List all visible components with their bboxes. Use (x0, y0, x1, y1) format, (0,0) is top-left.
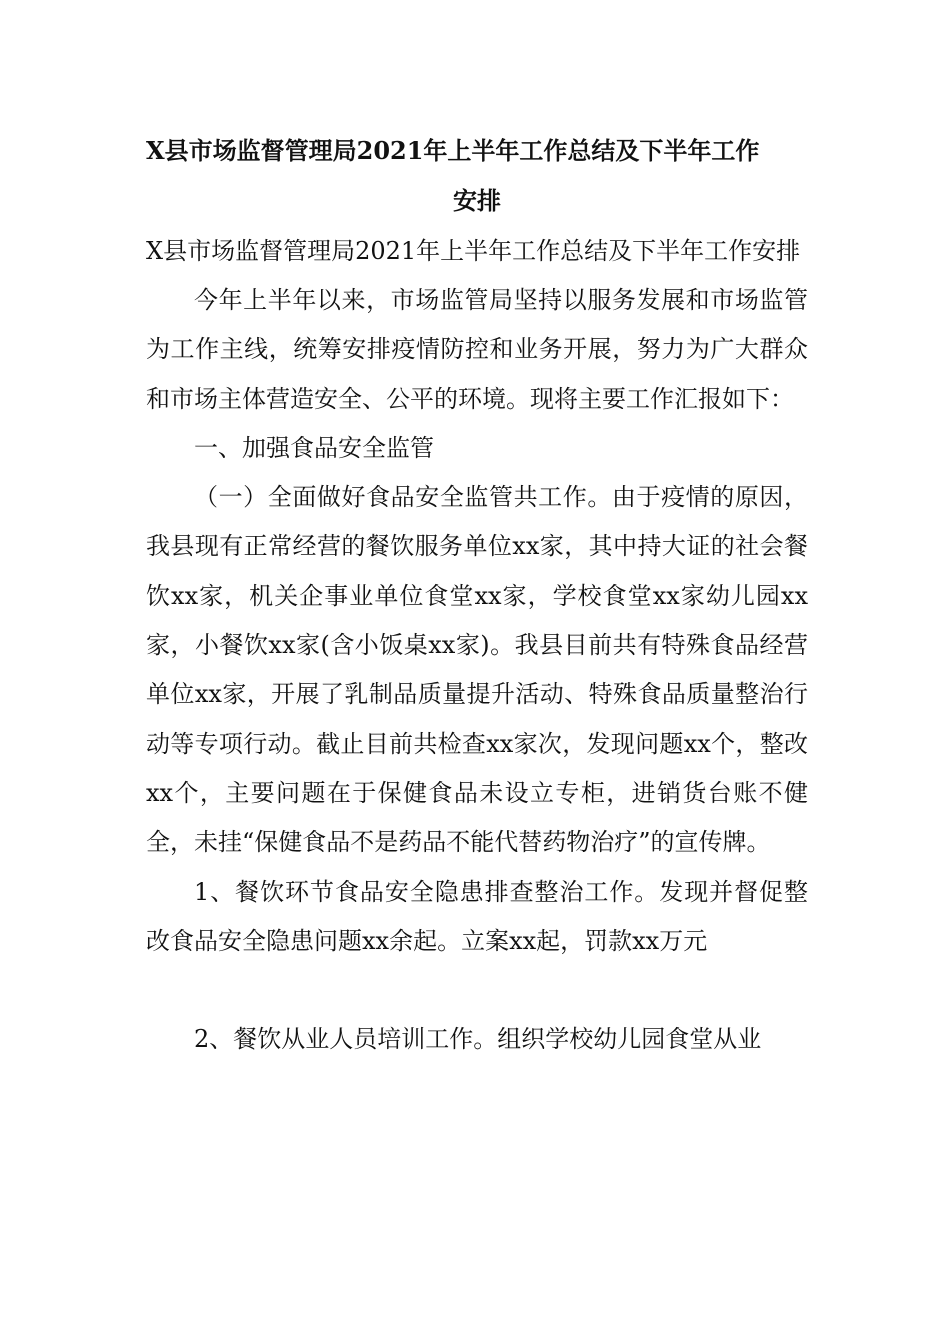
intro-paragraph: 今年上半年以来，市场监管局坚持以服务发展和市场监管为工作主线，统筹安排疫情防控和业务开展，努力为广大群众和市场主体营造安全、公平的环境。现将主要工作汇报如下： (146, 286, 808, 413)
subsection-paragraph-1: （一）全面做好食品安全监管共工作。由于疫情的原因，我县现有正常经营的餐饮服务单位xx家，其中持大证的社会餐饮xx家，机关企事业单位食堂xx家，学校食堂xx家幼儿园xx家，小餐饮xx家(含小饭桌xx家)。我县目前共有特殊食品经营单位xx家，开展了乳制品质量提升活动、特殊食品质量整治行动等专项行动。截止目前共检查xx家次，发现问题xx个，整改xx个，主要问题在于保健食品未设立专柜，进销货台账不健全，未挂“保健食品不是药品不能代替药物治疗”的宣传牌。 (146, 483, 808, 857)
item-paragraph-1: 1、餐饮环节食品安全隐患排查整治工作。发现并督促整改食品安全隐患问题xx余起。立案xx起，罚款xx万元 (146, 877, 808, 955)
item-paragraph-2: 2、餐饮从业人员培训工作。组织学校幼儿园食堂从业 (194, 1025, 762, 1054)
title-line-1: X县市场监督管理局2021年上半年工作总结及下半年工作 (146, 136, 760, 165)
title-line-2: 安排 (453, 186, 501, 215)
section-heading-1: 一、加强食品安全监管 (194, 433, 434, 462)
document-title (146, 126, 808, 226)
blank-line (146, 966, 808, 1015)
document-page (146, 126, 808, 1064)
document-subtitle: X县市场监督管理局2021年上半年工作总结及下半年工作安排 (146, 237, 801, 265)
